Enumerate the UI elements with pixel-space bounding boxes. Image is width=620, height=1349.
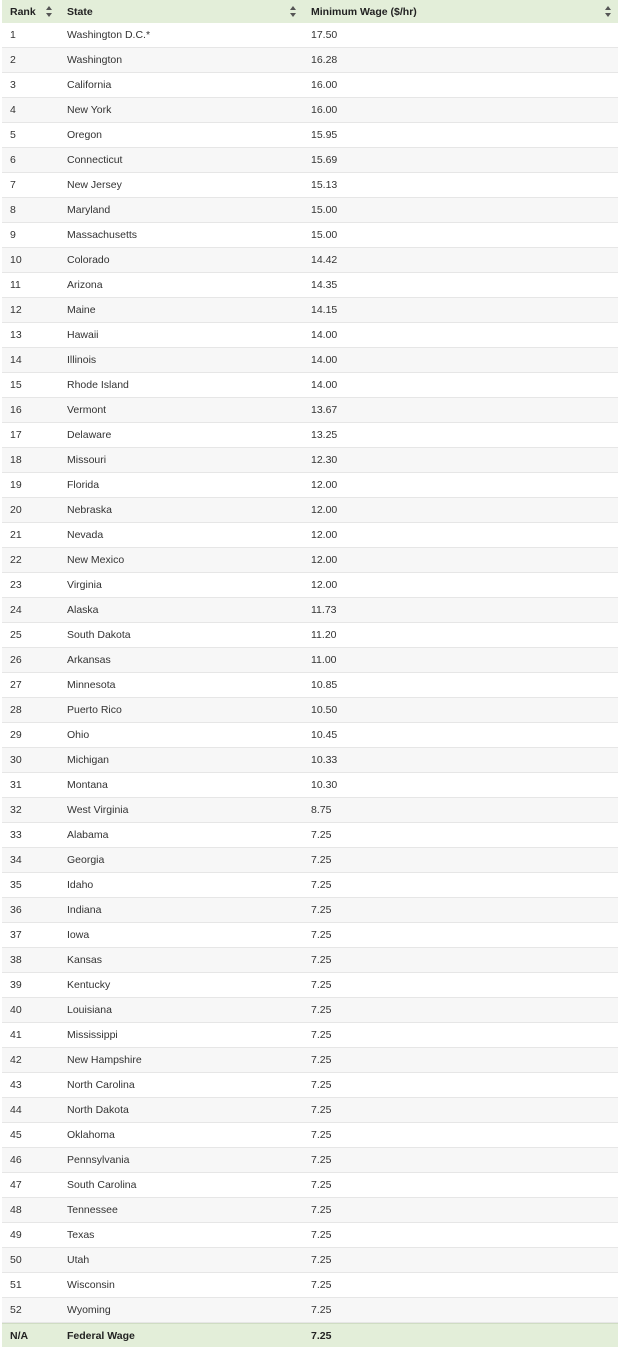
table-row (2, 148, 618, 173)
table-row (2, 573, 618, 598)
state-cell: Maryland (67, 204, 111, 216)
table-row (2, 1298, 618, 1323)
table-row (2, 123, 618, 148)
state-cell: New Hampshire (67, 1054, 142, 1066)
table-row (2, 723, 618, 748)
state-cell: Arkansas (67, 654, 111, 666)
wage-cell: 7.25 (311, 1129, 332, 1141)
wage-cell: 12.00 (311, 529, 338, 541)
state-cell: Indiana (67, 904, 102, 916)
rank-cell: 3 (10, 79, 16, 91)
rank-cell: 6 (10, 154, 16, 166)
state-cell: Puerto Rico (67, 704, 122, 716)
rank-cell: 33 (10, 829, 22, 841)
state-cell: Colorado (67, 254, 110, 266)
table-row (2, 1198, 618, 1223)
rank-cell: 47 (10, 1179, 22, 1191)
state-cell: New Mexico (67, 554, 125, 566)
state-cell: South Carolina (67, 1179, 137, 1191)
rank-cell: 8 (10, 204, 16, 216)
wage-cell: 7.25 (311, 1229, 332, 1241)
rank-cell: 9 (10, 229, 16, 241)
table-row (2, 598, 618, 623)
state-cell: Vermont (67, 404, 107, 416)
table-row (2, 298, 618, 323)
rank-cell: 23 (10, 579, 22, 591)
state-cell: North Carolina (67, 1079, 135, 1091)
table-row (2, 898, 618, 923)
rank-cell: 15 (10, 379, 22, 391)
wage-cell: 7.25 (311, 1054, 332, 1066)
rank-cell: 18 (10, 454, 22, 466)
table-row (2, 1248, 618, 1273)
state-cell: Illinois (67, 354, 97, 366)
rank-cell: 19 (10, 479, 22, 491)
rank-cell: 13 (10, 329, 22, 341)
state-cell: Nebraska (67, 504, 112, 516)
state-cell: Minnesota (67, 679, 116, 691)
table-row (2, 73, 618, 98)
state-cell: Virginia (67, 579, 102, 591)
rank-cell: 25 (10, 629, 22, 641)
rank-cell: 11 (10, 279, 21, 291)
wage-cell: 14.35 (311, 279, 338, 291)
table-body (2, 23, 618, 1323)
state-cell: Wisconsin (67, 1279, 115, 1291)
wage-cell: 16.00 (311, 104, 338, 116)
wage-cell: 10.33 (311, 754, 338, 766)
wage-cell: 15.00 (311, 204, 338, 216)
rank-cell: 46 (10, 1154, 22, 1166)
state-cell: Michigan (67, 754, 110, 766)
wage-cell: 7.25 (311, 904, 332, 916)
wage-cell: 11.00 (311, 654, 337, 666)
rank-cell: 16 (10, 404, 22, 416)
table-row (2, 48, 618, 73)
table-row (2, 473, 618, 498)
table-row (2, 398, 618, 423)
wage-header-label: Minimum Wage ($/hr) (311, 5, 417, 18)
wage-cell: 12.00 (311, 554, 338, 566)
wage-cell: 15.00 (311, 229, 338, 241)
state-cell: Delaware (67, 429, 112, 441)
wage-cell: 12.00 (311, 479, 338, 491)
state-cell: Iowa (67, 929, 90, 941)
rank-cell: 7 (10, 179, 16, 191)
wage-cell: 7.25 (311, 1004, 332, 1016)
table-row (2, 1048, 618, 1073)
table-row (2, 1273, 618, 1298)
wage-column-header[interactable] (303, 0, 618, 23)
sort-arrows-icon[interactable] (290, 6, 297, 17)
rank-cell: 49 (10, 1229, 22, 1241)
rank-cell: 1 (10, 29, 16, 41)
rank-cell: 32 (10, 804, 22, 816)
rank-cell: 42 (10, 1054, 22, 1066)
wage-cell: 7.25 (311, 929, 332, 941)
state-cell: Tennessee (67, 1204, 118, 1216)
rank-cell: 38 (10, 954, 22, 966)
wage-cell: 13.25 (311, 429, 338, 441)
wage-cell: 10.85 (311, 679, 338, 691)
state-cell: Louisiana (67, 1004, 112, 1016)
wage-cell: 7.25 (311, 1079, 332, 1091)
rank-cell: 43 (10, 1079, 22, 1091)
table-row (2, 23, 618, 48)
wage-cell: 7.25 (311, 979, 332, 991)
footer-wage: 7.25 (311, 1329, 332, 1342)
table-row (2, 1098, 618, 1123)
rank-cell: 40 (10, 1004, 22, 1016)
state-cell: Connecticut (67, 154, 123, 166)
wage-cell: 7.25 (311, 879, 332, 891)
wage-cell: 7.25 (311, 1154, 332, 1166)
sort-arrows-icon[interactable] (605, 6, 612, 17)
rank-cell: 26 (10, 654, 22, 666)
table-row (2, 823, 618, 848)
table-row (2, 1148, 618, 1173)
rank-cell: 4 (10, 104, 16, 116)
wage-cell: 13.67 (311, 404, 338, 416)
table-row (2, 273, 618, 298)
state-header-label: State (67, 5, 93, 18)
table-row (2, 498, 618, 523)
state-cell: Nevada (67, 529, 104, 541)
wage-cell: 10.30 (311, 779, 338, 791)
state-cell: Massachusetts (67, 229, 138, 241)
wage-cell: 12.30 (311, 454, 338, 466)
rank-cell: 31 (10, 779, 22, 791)
wage-cell: 7.25 (311, 1304, 332, 1316)
rank-cell: 17 (10, 429, 22, 441)
rank-cell: 50 (10, 1254, 22, 1266)
rank-cell: 12 (10, 304, 22, 316)
state-cell: Kentucky (67, 979, 111, 991)
wage-cell: 16.28 (311, 54, 338, 66)
table-row (2, 198, 618, 223)
state-cell: Hawaii (67, 329, 99, 341)
state-cell: West Virginia (67, 804, 129, 816)
table-row (2, 223, 618, 248)
table-row (2, 1023, 618, 1048)
table-row (2, 998, 618, 1023)
state-cell: Arizona (67, 279, 103, 291)
table-row (2, 648, 618, 673)
wage-cell: 10.50 (311, 704, 338, 716)
table-row (2, 748, 618, 773)
rank-cell: 41 (10, 1029, 22, 1041)
table-row (2, 773, 618, 798)
state-column-header[interactable] (59, 0, 303, 23)
rank-cell: 45 (10, 1129, 22, 1141)
wage-cell: 8.75 (311, 804, 332, 816)
table-row (2, 548, 618, 573)
rank-cell: 24 (10, 604, 22, 616)
state-cell: New York (67, 104, 112, 116)
state-cell: South Dakota (67, 629, 131, 641)
rank-cell: 52 (10, 1304, 22, 1316)
table-row (2, 1173, 618, 1198)
table-row (2, 323, 618, 348)
state-cell: North Dakota (67, 1104, 129, 1116)
table-row (2, 973, 618, 998)
wage-cell: 7.25 (311, 854, 332, 866)
state-cell: Kansas (67, 954, 103, 966)
rank-cell: 10 (10, 254, 22, 266)
wage-cell: 7.25 (311, 829, 332, 841)
table-row (2, 923, 618, 948)
rank-cell: 30 (10, 754, 22, 766)
table-row (2, 173, 618, 198)
state-cell: California (67, 79, 112, 91)
wage-cell: 7.25 (311, 1204, 332, 1216)
state-cell: Rhode Island (67, 379, 129, 391)
wage-cell: 14.15 (311, 304, 338, 316)
table-row (2, 623, 618, 648)
rank-cell: 34 (10, 854, 22, 866)
wage-cell: 7.25 (311, 1179, 332, 1191)
rank-column-header[interactable] (2, 0, 59, 23)
table-row (2, 448, 618, 473)
table-row (2, 673, 618, 698)
wage-cell: 16.00 (311, 79, 338, 91)
footer-rank: N/A (10, 1329, 29, 1342)
rank-cell: 29 (10, 729, 22, 741)
rank-cell: 35 (10, 879, 22, 891)
table-row (2, 373, 618, 398)
table-row (2, 848, 618, 873)
wage-cell: 15.69 (311, 154, 338, 166)
rank-cell: 36 (10, 904, 22, 916)
state-cell: New Jersey (67, 179, 122, 191)
footer-state: Federal Wage (67, 1329, 135, 1342)
wage-cell: 17.50 (311, 29, 338, 41)
rank-cell: 51 (10, 1279, 22, 1291)
state-cell: Utah (67, 1254, 90, 1266)
wage-table (2, 0, 618, 1347)
rank-cell: 28 (10, 704, 22, 716)
table-row (2, 873, 618, 898)
state-cell: Georgia (67, 854, 105, 866)
rank-cell: 44 (10, 1104, 22, 1116)
wage-cell: 12.00 (311, 504, 338, 516)
rank-cell: 21 (10, 529, 22, 541)
state-cell: Wyoming (67, 1304, 111, 1316)
wage-cell: 11.20 (311, 629, 337, 641)
state-cell: Washington D.C.* (67, 29, 151, 41)
table-header (2, 0, 618, 23)
rank-header-label: Rank (10, 5, 36, 18)
wage-cell: 14.00 (311, 354, 338, 366)
table-row (2, 1223, 618, 1248)
state-cell: Washington (67, 54, 123, 66)
table-row (2, 1123, 618, 1148)
rank-cell: 5 (10, 129, 16, 141)
table-row (2, 1073, 618, 1098)
table-footer-row (2, 1323, 618, 1347)
rank-cell: 2 (10, 54, 16, 66)
table-row (2, 523, 618, 548)
wage-cell: 15.13 (311, 179, 338, 191)
wage-cell: 14.00 (311, 329, 338, 341)
wage-cell: 14.42 (311, 254, 338, 266)
wage-cell: 10.45 (311, 729, 338, 741)
state-cell: Alaska (67, 604, 99, 616)
wage-cell: 12.00 (311, 579, 338, 591)
wage-cell: 11.73 (311, 604, 337, 616)
rank-cell: 37 (10, 929, 22, 941)
state-cell: Texas (67, 1229, 95, 1241)
sort-arrows-icon[interactable] (46, 6, 53, 17)
state-cell: Florida (67, 479, 100, 491)
rank-cell: 20 (10, 504, 22, 516)
state-cell: Mississippi (67, 1029, 118, 1041)
state-cell: Montana (67, 779, 108, 791)
state-cell: Maine (67, 304, 96, 316)
wage-cell: 7.25 (311, 1279, 332, 1291)
table-row (2, 698, 618, 723)
state-cell: Missouri (67, 454, 107, 466)
state-cell: Pennsylvania (67, 1154, 130, 1166)
wage-cell: 7.25 (311, 1029, 332, 1041)
table-row (2, 798, 618, 823)
wage-cell: 14.00 (311, 379, 338, 391)
rank-cell: 22 (10, 554, 22, 566)
wage-cell: 7.25 (311, 1254, 332, 1266)
rank-cell: 27 (10, 679, 22, 691)
wage-cell: 7.25 (311, 954, 332, 966)
state-cell: Oregon (67, 129, 103, 141)
rank-cell: 14 (10, 354, 22, 366)
rank-cell: 39 (10, 979, 22, 991)
state-cell: Ohio (67, 729, 90, 741)
table-row (2, 948, 618, 973)
rank-cell: 48 (10, 1204, 22, 1216)
state-cell: Idaho (67, 879, 94, 891)
state-cell: Oklahoma (67, 1129, 115, 1141)
table-row (2, 248, 618, 273)
wage-cell: 7.25 (311, 1104, 332, 1116)
wage-cell: 15.95 (311, 129, 338, 141)
table-row (2, 98, 618, 123)
table-row (2, 348, 618, 373)
state-cell: Alabama (67, 829, 109, 841)
table-row (2, 423, 618, 448)
